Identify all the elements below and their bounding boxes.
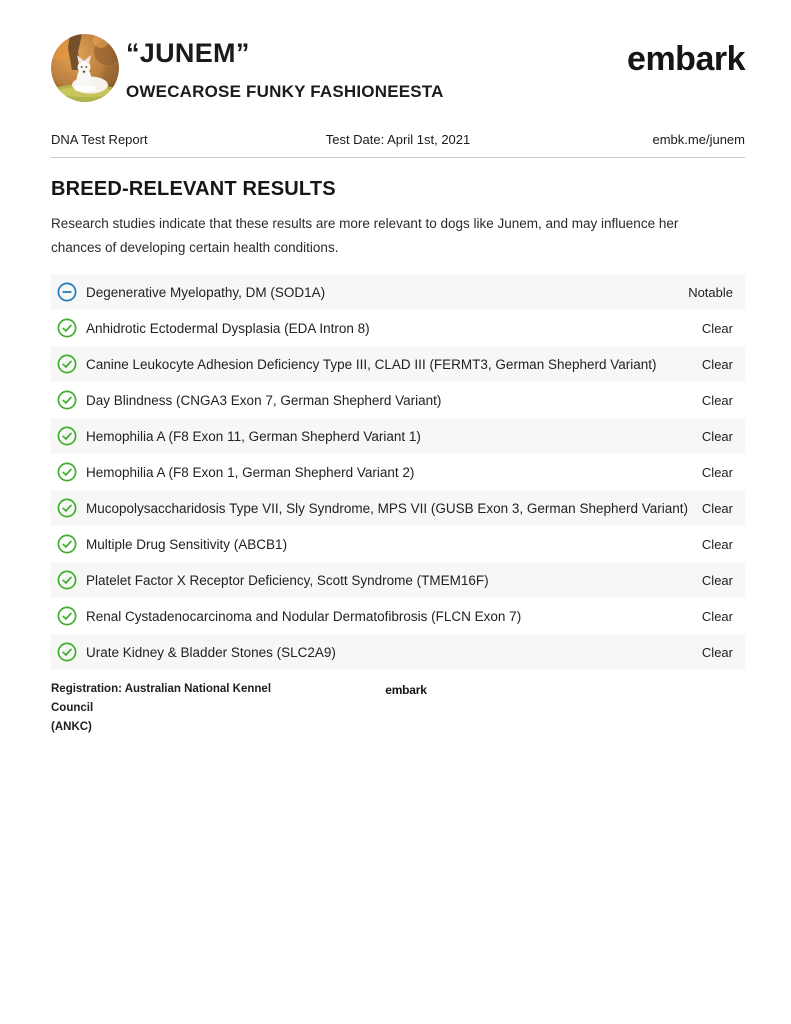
status-label: Clear — [701, 644, 733, 660]
status-label: Clear — [701, 428, 733, 444]
section-description: Research studies indicate that these results are more relevant to dogs like Junem, and may influence her chances of developing certain health conditions. — [51, 216, 679, 255]
status-label: Clear — [701, 536, 733, 552]
registration-line2: (ANKC) — [51, 721, 92, 733]
embark-footer-wordmark: embark — [385, 683, 427, 697]
report-type: DNA Test Report — [51, 132, 148, 147]
report-footer — [51, 680, 745, 737]
status-label: Clear — [701, 356, 733, 372]
condition-name: Degenerative Myelopathy, DM (SOD1A) — [86, 284, 326, 300]
results-list — [51, 274, 745, 670]
condition-name: Day Blindness (CNGA3 Exon 7, German Shepherd Variant) — [86, 392, 442, 408]
check-circle-icon — [57, 570, 77, 590]
embark-wordmark: embark — [627, 40, 745, 78]
result-row — [51, 346, 745, 382]
status-label: Clear — [701, 572, 733, 588]
minus-circle-icon — [57, 282, 77, 302]
dog-call-name: “JUNEM” — [126, 38, 250, 68]
check-circle-icon — [57, 390, 77, 410]
result-row — [51, 562, 745, 598]
condition-name: Renal Cystadenocarcinoma and Nodular Dermatofibrosis (FLCN Exon 7) — [86, 608, 522, 624]
registration-line1: Registration: Australian National Kennel Council — [51, 683, 272, 714]
status-label: Clear — [701, 608, 733, 624]
check-circle-icon — [57, 354, 77, 374]
result-row — [51, 490, 745, 526]
condition-name: Platelet Factor X Receptor Deficiency, Scott Syndrome (TMEM16F) — [86, 572, 489, 588]
condition-name: Anhidrotic Ectodermal Dysplasia (EDA Intron 8) — [86, 320, 370, 336]
status-label: Clear — [701, 464, 733, 480]
condition-name: Canine Leukocyte Adhesion Deficiency Type III, CLAD III (FERMT3, German Shepherd Variant) — [86, 356, 657, 372]
condition-name: Multiple Drug Sensitivity (ABCB1) — [86, 536, 288, 552]
result-row — [51, 274, 745, 310]
condition-name: Hemophilia A (F8 Exon 1, German Shepherd Variant 2) — [86, 464, 415, 480]
result-row — [51, 418, 745, 454]
check-circle-icon — [57, 534, 77, 554]
test-date: Test Date: April 1st, 2021 — [325, 132, 471, 147]
check-circle-icon — [57, 318, 77, 338]
status-label: Clear — [701, 392, 733, 408]
result-row — [51, 526, 745, 562]
section-title: BREED-RELEVANT RESULTS — [51, 178, 336, 200]
dog-names — [126, 34, 444, 102]
dog-photo — [51, 34, 119, 102]
condition-name: Urate Kidney & Bladder Stones (SLC2A9) — [86, 644, 336, 660]
condition-name: Mucopolysaccharidosis Type VII, Sly Syndrome, MPS VII (GUSB Exon 3, German Shepherd Variant) — [86, 500, 689, 516]
check-circle-icon — [57, 606, 77, 626]
report-header — [51, 34, 745, 102]
result-row — [51, 634, 745, 670]
status-label: Clear — [701, 320, 733, 336]
result-row — [51, 454, 745, 490]
embark-logo — [583, 39, 745, 80]
report-url: embk.me/junem — [652, 132, 745, 147]
check-circle-icon — [57, 498, 77, 518]
status-label: Notable — [688, 284, 733, 300]
condition-name: Hemophilia A (F8 Exon 11, German Shepherd Variant 1) — [86, 428, 421, 444]
embark-footer-logo — [282, 680, 513, 697]
result-row — [51, 310, 745, 346]
check-circle-icon — [57, 462, 77, 482]
status-label: Clear — [701, 500, 733, 516]
check-circle-icon — [57, 642, 77, 662]
check-circle-icon — [57, 426, 77, 446]
result-row — [51, 382, 745, 418]
dog-registered-name: OWECAROSE FUNKY FASHIONEESTA — [126, 82, 444, 101]
result-row — [51, 598, 745, 634]
registration-info — [51, 680, 282, 737]
embark-dog-glyph-icon — [369, 683, 384, 697]
embark-dog-glyph-icon — [583, 40, 625, 80]
report-meta-row — [51, 132, 745, 158]
dog-avatar — [51, 34, 119, 102]
